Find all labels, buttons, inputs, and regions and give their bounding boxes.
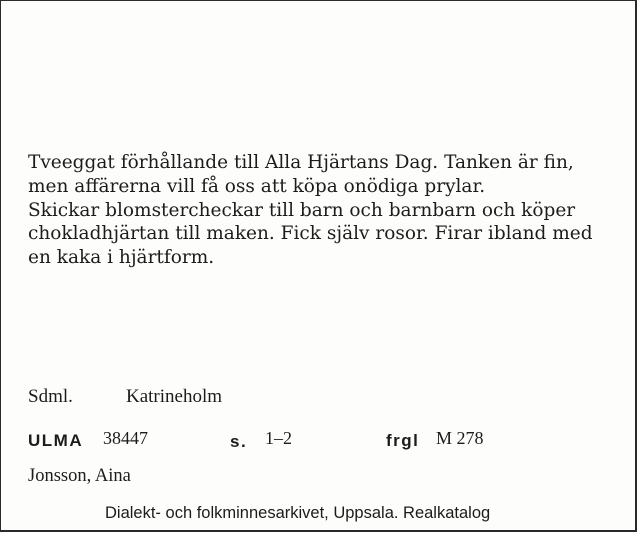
informant-name: Jonsson, Aina [28,466,131,486]
landskap: Sdml. [28,386,73,407]
frgl-label: frgl [386,431,420,450]
archive-footer: Dialekt- och folkminnesarkivet, Uppsala. Realkatalog [105,504,491,522]
record-text-line: Tveeggat förhållande till Alla Hjärtans Dag. Tanken är fin, [28,152,574,173]
ulma-number: 38447 [103,428,148,448]
record-text-line: Skickar blomstercheckar till barn och barnbarn och köper [28,199,576,221]
record-text-line: chokladhjärtan till maken. Fick själv rosor. Firar ibland med [28,223,593,245]
sida-label: s. [230,432,248,451]
record-text-line: men affärerna vill få oss att köpa onödiga prylar. [28,175,486,197]
frgl-value: M 278 [436,428,484,448]
record-text-line: en kaka i hjärtform. [28,247,215,269]
ulma-label: ULMA [28,431,84,450]
ort: Katrineholm [126,386,223,407]
sida-value: 1–2 [265,428,292,448]
record-text [28,151,618,270]
